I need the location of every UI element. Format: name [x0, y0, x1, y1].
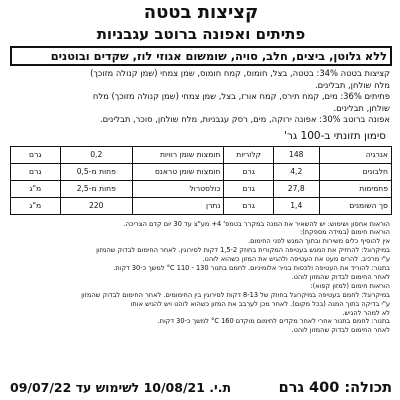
- preparation-instructions: [10, 220, 392, 336]
- instruction-line: הוראות חימום (במידה מספקת):: [299, 228, 390, 237]
- nutrient-value: 4,2: [273, 163, 319, 180]
- net-content: תכולה: 400 גרם: [278, 380, 392, 396]
- nutrient-label: נתרן: [132, 197, 223, 214]
- nutrient-unit: גרם: [224, 163, 274, 180]
- nutrient-label: חומצות שומן רוויות: [132, 146, 223, 163]
- nutrient-unit: קלוריות: [224, 146, 274, 163]
- nutrient-label: אנרגיה: [319, 146, 391, 163]
- nutrient-value: 220: [60, 197, 132, 214]
- nutrient-value: פחות מ-0,5: [60, 163, 132, 180]
- nutrient-value: 27,8: [273, 180, 319, 197]
- nutrient-unit: גרם: [11, 146, 61, 163]
- nutrient-label: פחמימות: [319, 180, 391, 197]
- instruction-line: במיקרוגל: לחמם בעטיפה במיקרוגל בחוזק של 8-13 דקות לסירוגין בין החימומים. לאחר החימום לבדוק שהמזון: [81, 290, 390, 299]
- nutrient-value: פחות מ-2,5: [60, 180, 132, 197]
- nutrient-label: סך השומנים: [319, 197, 391, 214]
- nutrient-unit: מ"ג: [11, 180, 61, 197]
- instruction-line: לאחר החימום לבדוק שהמזון לוהט.: [291, 272, 390, 281]
- nutrition-table: [10, 146, 392, 215]
- instruction-line: בתנור: להוריד את העטיפה ולכסות בנייר אלומיניום. לחמם בתנור 130 - 110 C° למשך כ-30 דקות.: [113, 264, 390, 273]
- ingredients-line: שולחן, תבלינים.: [333, 102, 390, 113]
- nutrient-value: 148: [273, 146, 319, 163]
- allergen-free-box: ללא גלוטן, ביצים, חלב, סויה, שומשום אגוזי לוז, שקדים ובוטנים: [10, 46, 392, 66]
- nutrient-label: כולסטרול: [132, 180, 223, 197]
- nutrition-heading: סימון תזונתי ב-100 גר': [284, 129, 386, 142]
- nutrient-unit: מ"ג: [11, 197, 61, 214]
- table-row: [11, 163, 392, 180]
- nutrient-label: חלבונים: [319, 163, 391, 180]
- instruction-line: לא למהר להגיש.: [342, 308, 390, 317]
- instruction-line: הוראות חימום (למזון קפוא):: [310, 281, 390, 290]
- instruction-line: הוראות אחסון ושימוש: יש להשאיר את המנה במקרר בטמפ' 4+ מע"צ עד 30 יום קדם הצריכה.: [123, 219, 390, 228]
- instruction-line: במיקרוגל: להחזיק את המגש בעטיפה המקורית בחוזק 1,5-2 דקות לסירוגין. לאחר החימום לבדוק שהמזון: [96, 246, 390, 255]
- nutrient-unit: גרם: [224, 197, 274, 214]
- ingredients-line: מלח שולחן, תבלינים.: [314, 79, 390, 90]
- instruction-line: ע"י בדיקה בתוך המנה (בכל מקום). לאחר מכן לערבב את המזון כשהוא לוהט ויש להגיש אותו: [130, 299, 390, 308]
- nutrient-value: 0,2: [60, 146, 132, 163]
- nutrient-unit: גרם: [224, 180, 274, 197]
- instruction-line: ע"י מרכיב. להרים מעט את העטיפה ולהגיש את המזון כשהוא לוהט.: [202, 255, 390, 264]
- ingredients-line: קציצות בטטה 34%: בטטה, בצל, חומוס, קמח חומוס, שמן צמחי (שמן קנולה מזוכך): [90, 68, 390, 78]
- nutrient-label: חומצות שומן טראנס: [132, 163, 223, 180]
- ingredients-list: [10, 68, 392, 126]
- nutrient-unit: גרם: [11, 163, 61, 180]
- ingredients-line: פתיתים 36%: מים, קמח תירס, קמח אורז, בצל, שמן צמחי (שמן קנולה מזוכך) מלח: [92, 91, 390, 101]
- table-row: [11, 197, 392, 214]
- instruction-line: אין להוסיף כלים משירות ובתוך המגש לפני החימום.: [247, 237, 390, 246]
- label-footer: [10, 380, 392, 396]
- production-expiry-dates: ת.י. 10/08/21 לשימוש עד 09/07/22: [10, 380, 231, 395]
- table-row: [11, 180, 392, 197]
- table-row: [11, 146, 392, 163]
- nutrient-value: 1,4: [273, 197, 319, 214]
- instruction-line: לאחר החימום לבדוק שהמזון לוהט.: [291, 326, 390, 335]
- product-title: קציצות בטטה: [143, 2, 259, 23]
- product-subtitle: פתיתים ואפונה ברוטב עגבניות: [96, 25, 306, 43]
- ingredients-line: אפונה ברוטב 30%: אפונה ירוקה, מים, רסק עגבניות, מלח שולחן, סוכר, תבלינים.: [99, 114, 390, 124]
- instruction-line: בתנור: לחמם בתנור אחרי לאחר מקדים לחימום מוקדם 160 C° למשך כ-30 דקות.: [157, 317, 390, 326]
